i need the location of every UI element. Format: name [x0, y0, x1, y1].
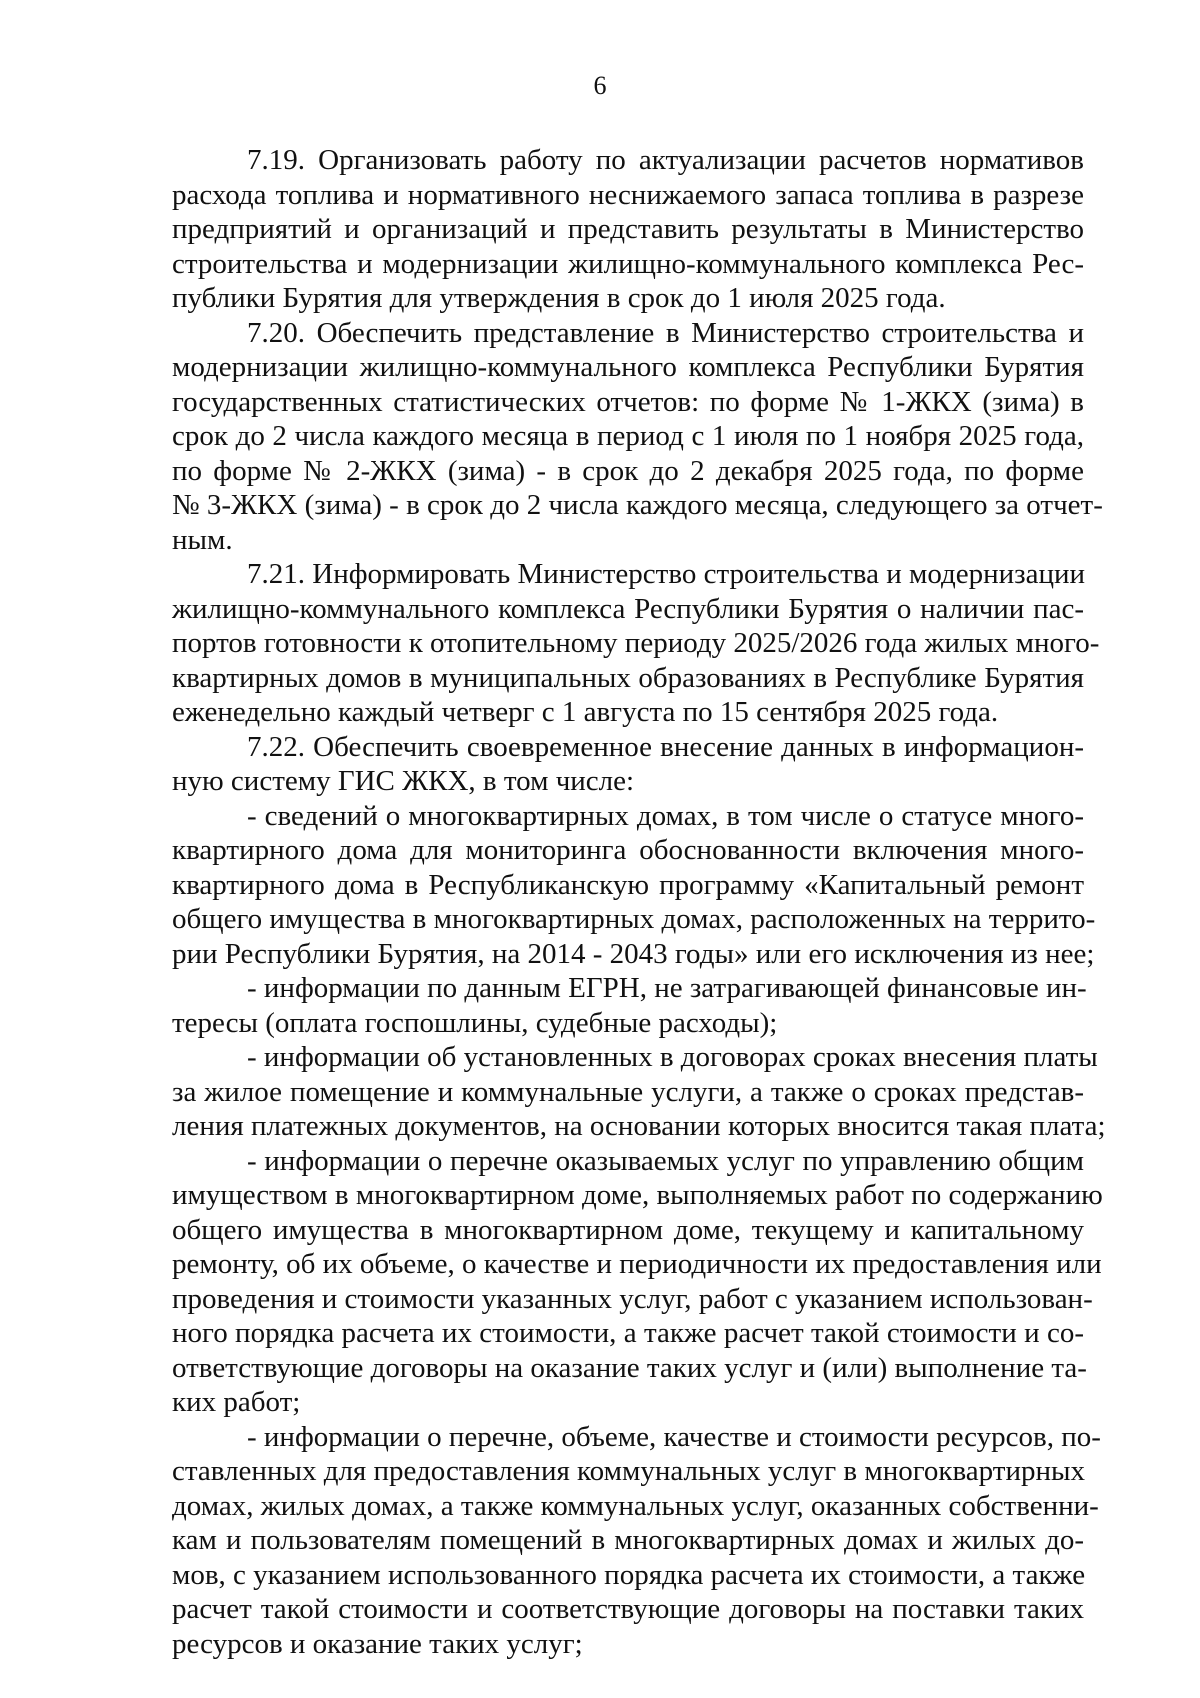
text-line: 7.20. Обеспечить представление в Министерство строительства и: [247, 316, 1084, 349]
text-line: ную систему ГИС ЖКХ, в том числе:: [172, 765, 635, 797]
text-line: портов готовности к отопительному периоду 2025/2026 года жилых много-: [172, 627, 1100, 659]
text-line: рии Республики Бурятия, на 2014 - 2043 годы» или его исключения из нее;: [172, 937, 1095, 970]
text-line: проведения и стоимости указанных услуг, работ с указанием использован-: [172, 1282, 1093, 1315]
text-line: ления платежных документов, на основании которых вносится такая плата;: [172, 1110, 1106, 1142]
text-line: кам и пользователям помещений в многоквартирных домах и жилых до-: [172, 1524, 1084, 1556]
text-line: ких работ;: [172, 1386, 301, 1418]
text-line: общего имущества в многоквартирных домах, расположенных на террито-: [172, 903, 1096, 935]
text-line: 7.19. Организовать работу по актуализации расчетов нормативов: [247, 144, 1084, 176]
page-number: 6: [593, 71, 607, 100]
text-line: домах, жилых домах, а также коммунальных услуг, оказанных собственни-: [172, 1489, 1099, 1522]
text-line: расчет такой стоимости и соответствующие договоры на поставки таких: [172, 1593, 1084, 1625]
text-line: тересы (оплата госпошлины, судебные расходы);: [172, 1006, 778, 1039]
text-line: публики Бурятия для утверждения в срок до 1 июля 2025 года.: [172, 282, 946, 314]
text-line: модернизации жилищно-коммунального комплекса Республики Бурятия: [172, 351, 1084, 383]
text-line: квартирного дома для мониторинга обоснованности включения много-: [172, 834, 1084, 866]
text-line: имуществом в многоквартирном доме, выполняемых работ по содержанию: [172, 1179, 1103, 1211]
text-line: по форме № 2-ЖКХ (зима) - в срок до 2 декабря 2025 года, по форме: [172, 454, 1084, 487]
text-line: ответствующие договоры на оказание таких услуг и (или) выполнение та-: [172, 1351, 1087, 1384]
text-line: - информации по данным ЕГРН, не затрагивающей финансовые ин-: [247, 972, 1087, 1004]
text-line: - информации о перечне оказываемых услуг по управлению общим: [247, 1144, 1084, 1177]
text-line: квартирного дома в Республиканскую программу «Капитальный ремонт: [172, 868, 1084, 901]
text-line: ного порядка расчета их стоимости, а также расчет такой стоимости и со-: [172, 1317, 1084, 1349]
text-line: ставленных для предоставления коммунальных услуг в многоквартирных: [172, 1455, 1085, 1487]
text-line: за жилое помещение и коммунальные услуги, а также о сроках представ-: [172, 1075, 1084, 1108]
text-line: еженедельно каждый четверг с 1 августа по 15 сентября 2025 года.: [172, 696, 999, 728]
text-line: ремонту, об их объеме, о качестве и периодичности их предоставления или: [172, 1248, 1102, 1280]
text-line: ным.: [172, 523, 233, 556]
text-line: квартирных домов в муниципальных образованиях в Республике Бурятия: [172, 661, 1084, 694]
text-line: строительства и модернизации жилищно-коммунального комплекса Рес-: [172, 247, 1084, 280]
text-line: 7.21. Информировать Министерство строительства и модернизации: [247, 558, 1086, 590]
text-line: - информации об установленных в договорах сроках внесения платы: [247, 1041, 1098, 1073]
text-line: - сведений о многоквартирных домах, в том числе о статусе много-: [247, 799, 1084, 832]
document-body: [172, 143, 1106, 1661]
text-line: общего имущества в многоквартирном доме, текущему и капитальному: [172, 1213, 1084, 1246]
text-line: государственных статистических отчетов: по форме № 1-ЖКХ (зима) в: [172, 385, 1084, 418]
text-line: срок до 2 числа каждого месяца в период с 1 июля по 1 ноября 2025 года,: [172, 420, 1084, 452]
text-line: предприятий и организаций и представить результаты в Министерство: [172, 213, 1084, 245]
text-line: жилищно-коммунального комплекса Республики Бурятия о наличии пас-: [172, 592, 1084, 625]
text-line: расхода топлива и нормативного неснижаемого запаса топлива в разрезе: [172, 178, 1084, 211]
text-line: ресурсов и оказание таких услуг;: [172, 1627, 583, 1660]
text-line: 7.22. Обеспечить своевременное внесение данных в информацион-: [247, 730, 1084, 763]
text-line: № 3-ЖКХ (зима) - в срок до 2 числа каждого месяца, следующего за отчет-: [172, 489, 1103, 521]
text-line: - информации о перечне, объеме, качестве и стоимости ресурсов, по-: [247, 1420, 1101, 1453]
text-line: мов, с указанием использованного порядка расчета их стоимости, а также: [172, 1558, 1086, 1591]
